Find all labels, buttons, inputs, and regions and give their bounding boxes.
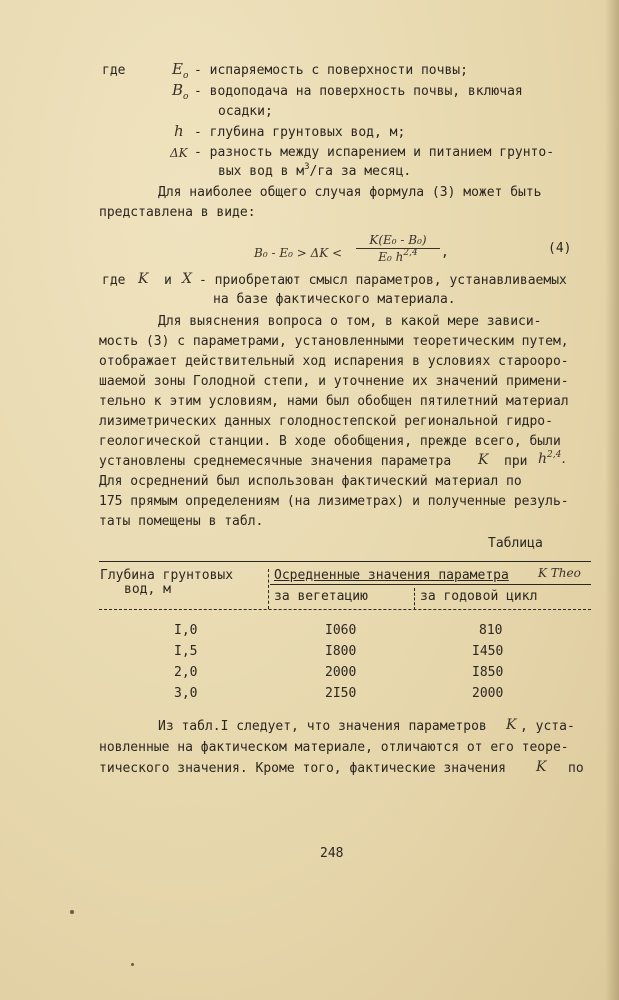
header-separator-2: [414, 588, 415, 610]
closing-line2: новленные на фактическом материале, отличаются от его теоре-: [99, 740, 569, 755]
paragraph-line4: шаемой зоны Голодной степи, и уточнение их значений примени-: [99, 374, 569, 389]
paragraph-line8: установлены среднемесячные значения параметра: [99, 454, 452, 469]
dk-definition-line2: вых вод в $м^3/га$ за месяц.: [218, 162, 412, 179]
paragraph-line11: таты помещены в табл.: [99, 514, 264, 529]
paragraph-line2: мость (3) с параметрами, установленными теоретическим путем,: [99, 334, 569, 349]
where2-definition-line2: на базе фактического материала.: [213, 292, 456, 307]
e0-symbol: $E_o$: [172, 60, 189, 81]
where2-definition-line1: - приобретают смысл параметров, устанавливаемых: [199, 273, 567, 288]
paragraph-k-symbol: K: [478, 452, 489, 468]
scan-speck: [131, 963, 134, 966]
header-depth-line1: Глубина грунтовых: [100, 568, 234, 583]
scan-speck: [70, 910, 74, 914]
closing-line3: тического значения. Кроме того, фактические значения: [99, 761, 506, 776]
header-group-title: Осредненные значения параметра: [274, 568, 509, 583]
dk-definition-line1: - разность между испарением и питанием грунто-: [194, 145, 555, 160]
h-symbol: h: [174, 122, 184, 140]
table-top-rule: [99, 561, 591, 562]
closing-k-symbol-1: K: [506, 717, 517, 733]
row-vegetation-value: 2I50: [325, 686, 357, 701]
closing-line1: Из табл.I следует, что значения параметров: [158, 719, 487, 734]
table-header-bottom-rule: [99, 609, 591, 610]
header-group-symbol: K Theo: [538, 566, 581, 580]
closing-k-symbol-2: K: [536, 759, 547, 775]
k-symbol: K: [138, 271, 149, 287]
row-depth: I,5: [174, 644, 198, 659]
row-depth: 2,0: [174, 665, 198, 680]
header-annual: за годовой цикл: [420, 589, 538, 604]
and-word: и: [164, 273, 172, 288]
intro-line1: Для наиболее общего случая формула (3) может быть: [158, 185, 542, 200]
closing-line1-end: , уста-: [520, 719, 575, 734]
h-definition: - глубина грунтовых вод, м;: [194, 125, 406, 140]
row-vegetation-value: 2000: [325, 665, 357, 680]
formula-comma: ,: [441, 245, 449, 260]
paragraph-line10: 175 прямым определениям (на лизиметрах) и полученные резуль-: [99, 494, 569, 509]
header-group-rule: [270, 584, 591, 585]
formula-numerator: K(E₀ - B₀): [369, 233, 427, 247]
row-annual-value: I850: [472, 665, 504, 680]
paragraph-line5: тельно к этим условиям, нами был обобщен пятилетний материал: [99, 394, 569, 409]
formula-lhs: B₀ - E₀ > ΔK <: [254, 246, 343, 260]
paragraph-line3: отображает действительный ход испарения в условиях староoро-: [99, 354, 569, 369]
b0-symbol: $B_o$: [172, 81, 189, 102]
row-annual-value: I450: [472, 644, 504, 659]
paragraph-h-symbol: $h^{2,4}$.: [538, 450, 566, 467]
where2-label: где: [102, 273, 126, 288]
page-edge-shadow: [605, 0, 619, 1000]
paragraph-at-word: при: [504, 454, 528, 469]
header-depth-line2: вод, м: [124, 582, 171, 597]
paragraph-line9: Для осреднений был использован фактический материал по: [99, 474, 522, 489]
header-separator-1: [268, 569, 269, 609]
x-symbol: X: [182, 271, 192, 287]
formula-number: (4): [548, 241, 572, 256]
b0-definition-line1: - водоподача на поверхность почвы, включая: [194, 84, 523, 99]
table-caption: Таблица: [488, 536, 543, 551]
paragraph-line6: лизиметрических данных голодностепской региональной гидро-: [99, 414, 553, 429]
row-vegetation-value: I060: [325, 623, 357, 638]
page-number: 248: [320, 846, 344, 861]
fraction-bar: [356, 248, 440, 249]
header-vegetation: за вегетацию: [274, 589, 368, 604]
row-depth: 3,0: [174, 686, 198, 701]
where-label: где: [102, 63, 126, 78]
b0-definition-line2: осадки;: [218, 104, 273, 119]
row-annual-value: 810: [479, 623, 503, 638]
intro-line2: представлена в виде:: [99, 205, 256, 220]
formula-fraction: [356, 233, 440, 264]
paragraph-line1: Для выяснения вопроса о том, в какой мере зависи-: [158, 314, 542, 329]
row-vegetation-value: I800: [325, 644, 357, 659]
row-annual-value: 2000: [472, 686, 504, 701]
e0-definition: - испаряемость с поверхности почвы;: [194, 63, 468, 78]
closing-line3-end: по: [568, 761, 584, 776]
dk-symbol: ΔK: [170, 146, 188, 160]
paragraph-line7: геологической станции. В ходе обобщения, прежде всего, были: [99, 434, 561, 449]
formula-denominator: E₀ $h^{2,4}$: [378, 248, 418, 264]
row-depth: I,0: [174, 623, 198, 638]
